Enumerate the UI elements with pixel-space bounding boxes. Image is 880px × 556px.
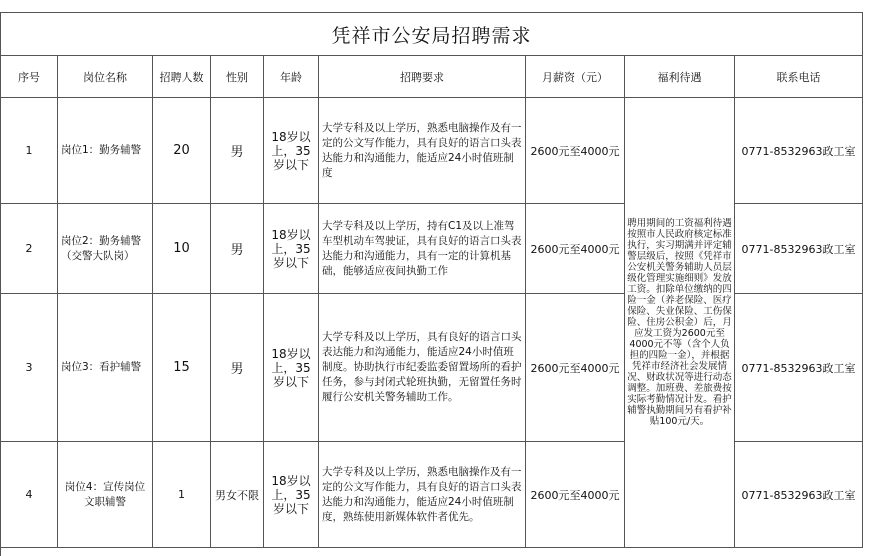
row-salary: 2600元至4000元 [526, 442, 625, 548]
row-salary: 2600元至4000元 [526, 98, 625, 204]
welfare-cell: 聘用期间的工资福利待遇按照市人民政府核定标准执行，实习期满并评定辅警层级后，按照《凭祥市公安机关警务辅助人员层级化管理实施细则》发放工资。扣除单位缴纳的四险一金（养老保险、医疗保险、失业保险、工伤保险、住房公积金）后，月应发工资为2600元至4000元不等（含个人负担的四险一金），并根据凭祥市经济社会发展情况、财政状况等进行动态调整。加班费、差旅费按实际考勤情况计发。看护辅警执勤期间另有看护补贴100元/天。 [625, 98, 735, 548]
row-count: 10 [153, 204, 211, 294]
header-age: 年龄 [264, 56, 319, 98]
title-row [1, 13, 863, 56]
header-salary: 月薪资（元） [526, 56, 625, 98]
row-requirements: 大学专科及以上学历，持有C1及以上准驾车型机动车驾驶证，具有良好的语言口头表达能力和沟通能力，具有一定的计算机基础，能够适应夜间执勤工作 [319, 204, 526, 294]
header-count: 招聘人数 [153, 56, 211, 98]
table-row [1, 98, 863, 204]
row-count: 15 [153, 294, 211, 442]
row-gender: 男 [211, 294, 264, 442]
row-gender: 男女不限 [211, 442, 264, 548]
recruitment-table [0, 12, 863, 548]
row-index: 3 [1, 294, 58, 442]
row-age: 18岁以上，35岁以下 [264, 294, 319, 442]
row-phone: 0771-8532963政工室 [735, 442, 863, 548]
row-phone: 0771-8532963政工室 [735, 204, 863, 294]
row-index: 1 [1, 98, 58, 204]
header-phone: 联系电话 [735, 56, 863, 98]
header-position: 岗位名称 [58, 56, 153, 98]
row-position: 岗位2：勤务辅警（交警大队岗） [58, 204, 153, 294]
row-salary: 2600元至4000元 [526, 294, 625, 442]
row-count: 20 [153, 98, 211, 204]
row-requirements: 大学专科及以上学历，熟悉电脑操作及有一定的公文写作能力，具有良好的语言口头表达能力和沟通能力，能适应24小时值班制度，熟练使用新媒体软件者优先。 [319, 442, 526, 548]
row-position: 岗位1：勤务辅警 [58, 98, 153, 204]
header-row [1, 56, 863, 98]
row-gender: 男 [211, 204, 264, 294]
row-requirements: 大学专科及以上学历，具有良好的语言口头表达能力和沟通能力，能适应24小时值班制度。协助执行市纪委监委留置场所的看护任务，参与封闭式轮班执勤，无留置任务时履行公安机关警务辅助工作。 [319, 294, 526, 442]
header-index: 序号 [1, 56, 58, 98]
row-gender: 男 [211, 98, 264, 204]
row-count: 1 [153, 442, 211, 548]
row-age: 18岁以上，35岁以下 [264, 442, 319, 548]
row-index: 2 [1, 204, 58, 294]
header-gender: 性别 [211, 56, 264, 98]
row-salary: 2600元至4000元 [526, 204, 625, 294]
row-age: 18岁以上，35岁以下 [264, 204, 319, 294]
row-age: 18岁以上，35岁以下 [264, 98, 319, 204]
row-phone: 0771-8532963政工室 [735, 98, 863, 204]
row-position: 岗位3：看护辅警 [58, 294, 153, 442]
page-title: 凭祥市公安局招聘需求 [1, 13, 863, 56]
row-phone: 0771-8532963政工室 [735, 294, 863, 442]
row-index: 4 [1, 442, 58, 548]
row-position: 岗位4：宣传岗位文职辅警 [58, 442, 153, 548]
row-requirements: 大学专科及以上学历，熟悉电脑操作及有一定的公文写作能力，具有良好的语言口头表达能力和沟通能力，能适应24小时值班制度 [319, 98, 526, 204]
header-welfare: 福利待遇 [625, 56, 735, 98]
header-requirements: 招聘要求 [319, 56, 526, 98]
